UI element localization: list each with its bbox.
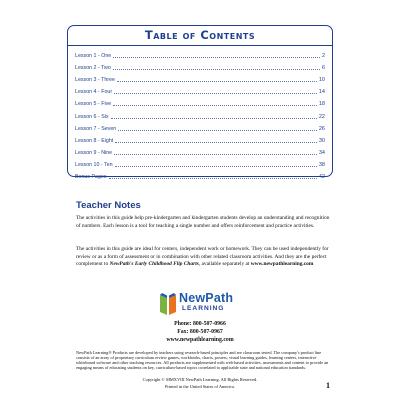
- toc-entry[interactable]: [75, 156, 325, 168]
- toc-title-divider: [68, 45, 332, 46]
- contact-website[interactable]: www.newpathlearning.com: [166, 337, 234, 343]
- toc-entry[interactable]: [75, 59, 325, 71]
- toc-entry-page: 18: [318, 101, 325, 108]
- teacher-notes-heading: Teacher Notes: [76, 200, 141, 211]
- toc-dot-leader: [113, 56, 320, 58]
- logo-wordmark-bottom: LEARNING: [182, 305, 225, 312]
- toc-entry-page: 30: [318, 137, 325, 144]
- contact-fax: Fax: 800-507-0967: [177, 329, 223, 335]
- paragraph-2-text: The activities in this guide are ideal for centers, independent work or homework. They can be used independently for review or as a form of assessment or in combination with other related classroom activities. And they are the perfect complement to: [76, 246, 329, 268]
- toc-entry[interactable]: [75, 95, 325, 107]
- contact-phone: Phone: 800-507-0966: [174, 321, 226, 327]
- toc-entry-label: Lesson 3 - Three: [75, 77, 115, 84]
- flip-charts-title: NewPath's Early Childhood Flip Charts: [109, 261, 199, 268]
- teacher-notes-paragraph-1: The activities in this guide help pre-kindergarten and kindergarten students develop an understanding and recognition of numbers. Each lesson is a tool for teaching a single number and offers reinforcement and practice activities.: [76, 215, 330, 229]
- toc-dot-leader: [115, 141, 317, 143]
- toc-entry[interactable]: [75, 120, 325, 132]
- toc-dot-leader: [114, 153, 317, 155]
- toc-dot-leader: [113, 104, 317, 106]
- toc-list: [75, 47, 325, 180]
- toc-entry-page: 42: [318, 174, 325, 181]
- company-disclaimer: NewPath Learning® Products are developed by teachers using research-based principles and are classroom tested. The company's product line consists of an array of proprietary curriculum review games, workbooks, charts, posters, visual learning guides, learning centers, interactive whiteboard software and other teaching resources. All products are supplemented with web-based activities, assessments and content to provide an engaging means of educating students on key, curriculum-based topics correlated to applicable state and national education standards.: [76, 350, 329, 371]
- toc-entry-label: Lesson 10 - Ten: [75, 161, 113, 168]
- toc-entry-label: Lesson 5 - Five: [75, 101, 112, 108]
- toc-entry-label: Lesson 7 - Seven: [75, 125, 117, 132]
- toc-entry[interactable]: [75, 132, 325, 144]
- printed-in-line: Printed in the United States of America.: [164, 384, 236, 389]
- paragraph-2-tail: , available separately at: [198, 261, 251, 268]
- website-link[interactable]: www.newpathlearning.com: [250, 261, 314, 268]
- teacher-notes-paragraph-2: [76, 246, 331, 269]
- toc-dot-leader: [117, 80, 317, 82]
- toc-dot-leader: [115, 165, 317, 167]
- toc-dot-leader: [114, 92, 317, 94]
- toc-entry[interactable]: [75, 47, 325, 59]
- toc-entry-page: 10: [318, 77, 325, 84]
- toc-dot-leader: [109, 177, 317, 179]
- toc-entry-label: Lesson 2 - Two: [75, 65, 111, 72]
- table-of-contents-box: [67, 25, 333, 181]
- logo-book-icon: [158, 291, 178, 318]
- toc-entry-page: 2: [321, 53, 325, 60]
- toc-entry-label: Bonus Pages: [75, 174, 107, 181]
- toc-entry[interactable]: [75, 168, 325, 180]
- toc-entry-page: 6: [321, 65, 325, 72]
- toc-dot-leader: [111, 117, 317, 119]
- toc-dot-leader: [113, 68, 320, 70]
- toc-entry-label: Lesson 8 - Eight: [75, 137, 114, 144]
- toc-entry[interactable]: [75, 144, 325, 156]
- toc-dot-leader: [118, 129, 317, 131]
- toc-entry-label: Lesson 9 - Nine: [75, 149, 113, 156]
- toc-entry-label: Lesson 4 - Four: [75, 89, 113, 96]
- toc-entry-page: 26: [318, 125, 325, 132]
- toc-entry-page: 34: [318, 149, 325, 156]
- page-number: 1: [326, 381, 330, 390]
- toc-entry-page: 38: [318, 161, 325, 168]
- toc-title: Table of Contents: [144, 28, 256, 42]
- toc-entry-label: Lesson 1 - One: [75, 53, 112, 60]
- toc-entry[interactable]: [75, 107, 325, 119]
- newpath-learning-logo: [158, 291, 244, 318]
- toc-entry[interactable]: [75, 71, 325, 83]
- toc-entry-page: 22: [318, 113, 325, 120]
- toc-entry-label: Lesson 6 - Six: [75, 113, 109, 120]
- toc-entry[interactable]: [75, 83, 325, 95]
- logo-wordmark-top: NewPath: [179, 291, 234, 305]
- toc-entry-page: 14: [318, 89, 325, 96]
- copyright-line: Copyright © MMXVIII NewPath Learning. All Rights Reserved.: [142, 377, 258, 382]
